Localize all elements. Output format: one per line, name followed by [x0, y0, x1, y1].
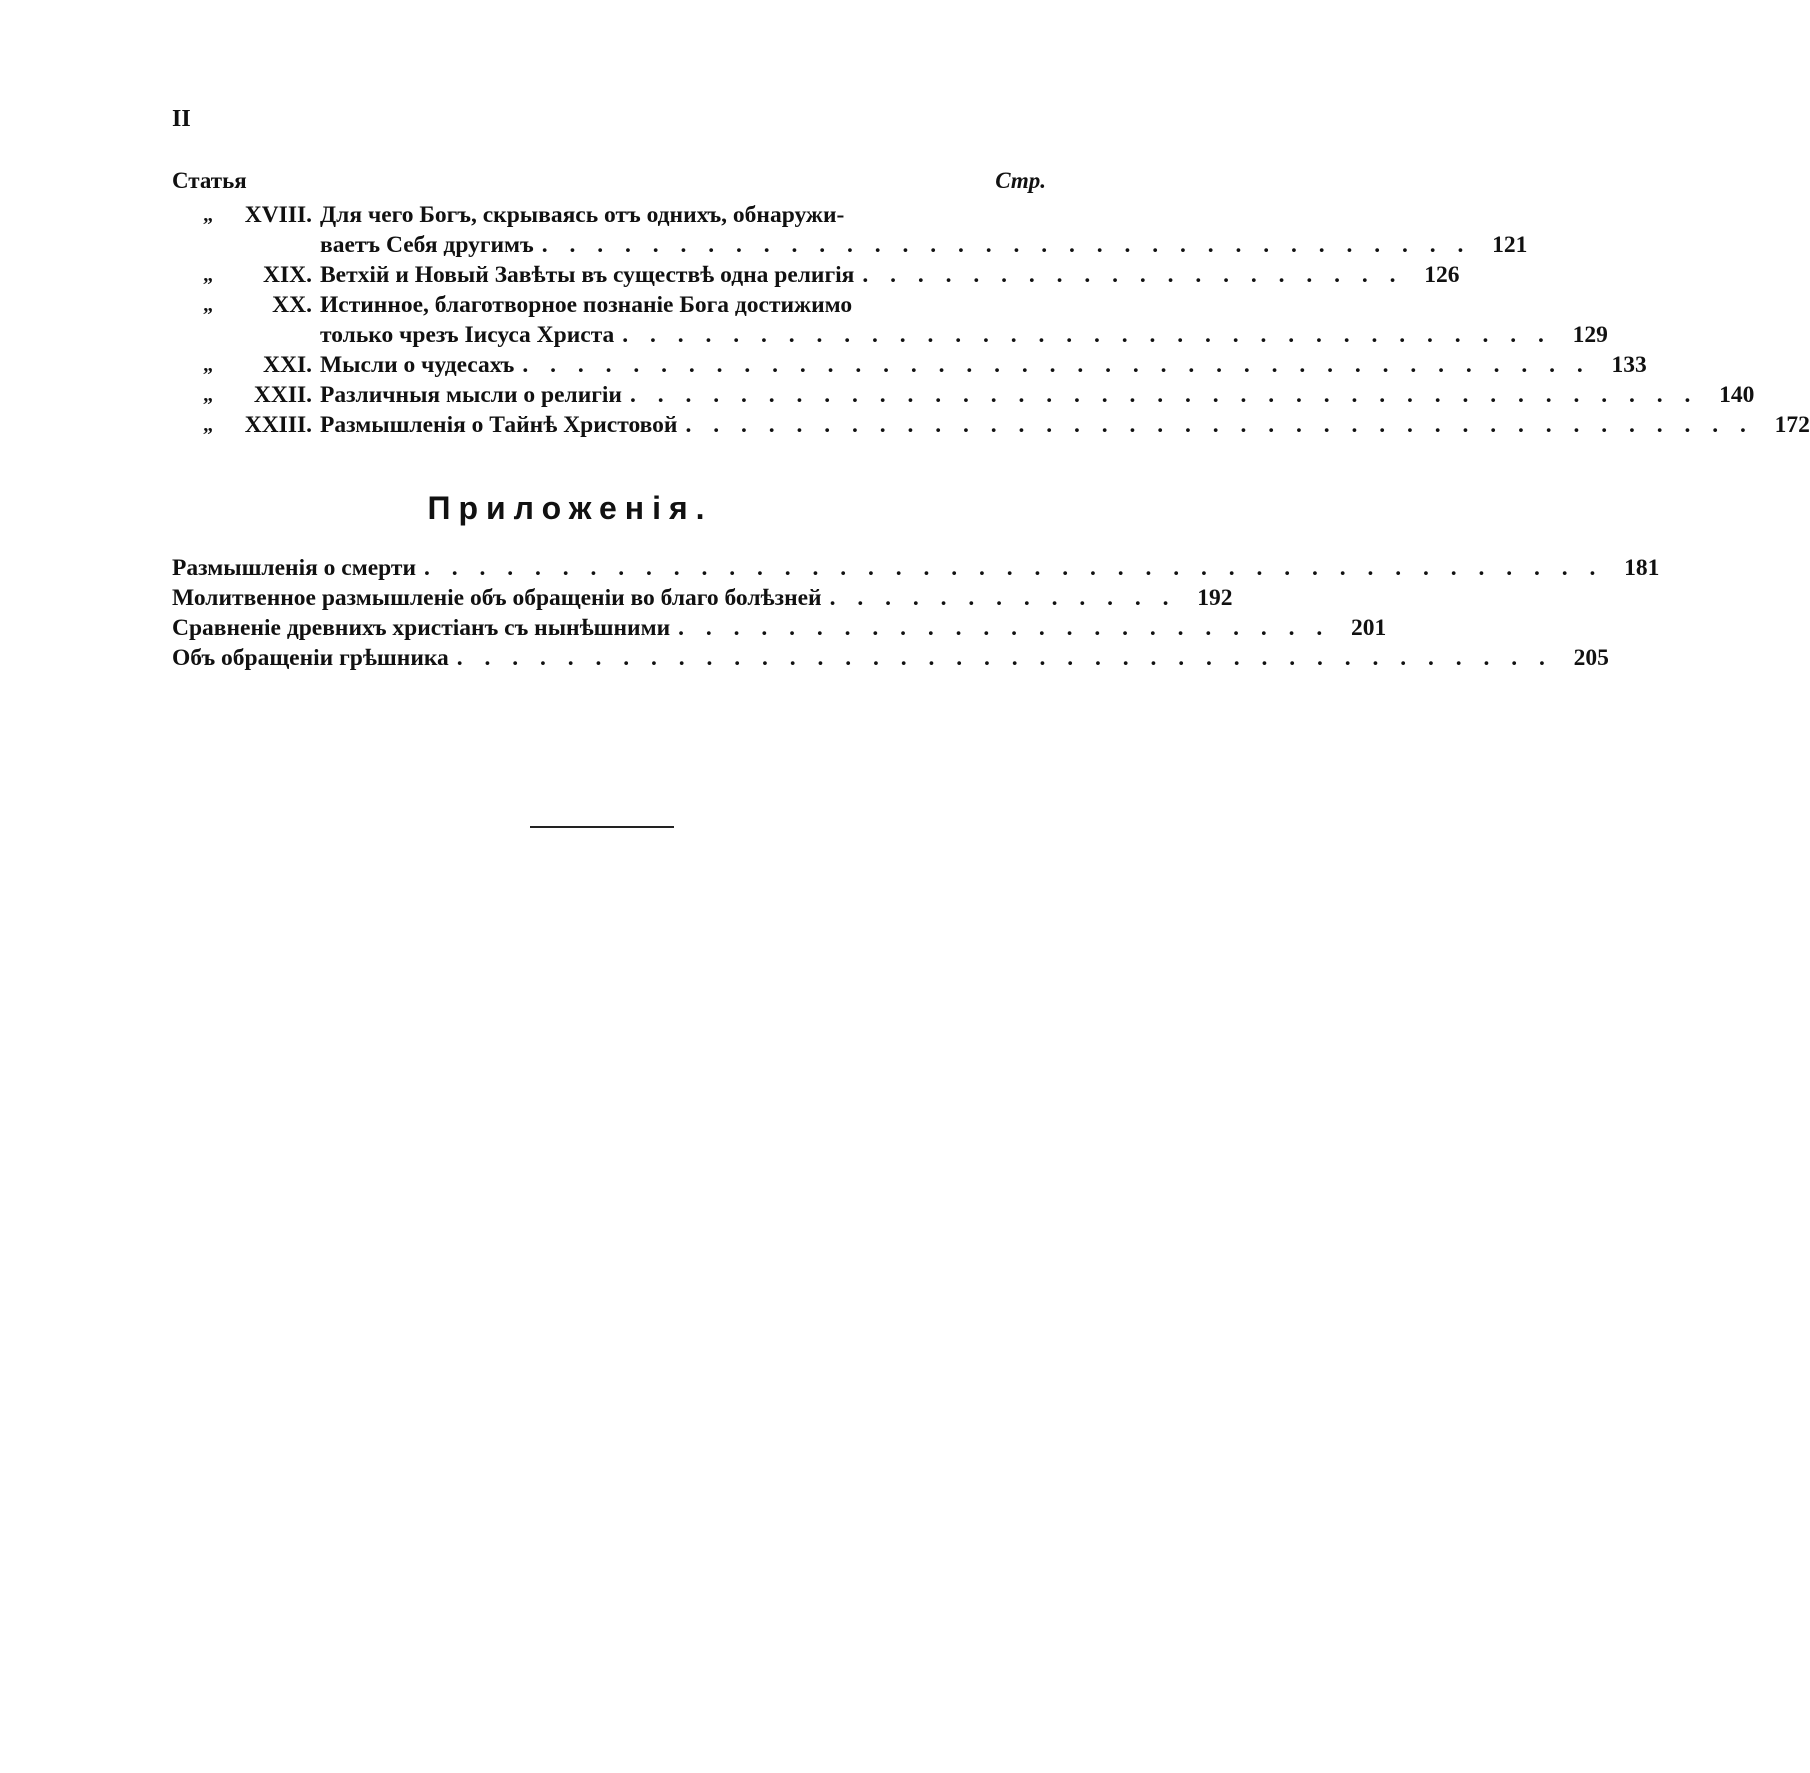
entry-title-line: Мысли о чудесахъ — [320, 352, 515, 378]
appendix-list — [172, 553, 1660, 673]
page-ref: 129 — [1572, 322, 1608, 348]
ditto-mark: „ — [203, 264, 213, 286]
page-ref: 205 — [1573, 645, 1609, 671]
page-ref: 126 — [1424, 262, 1460, 288]
appendix-entry — [172, 583, 1233, 613]
ditto-mark: „ — [203, 294, 213, 316]
dot-leader: . . . . . . . . . . . . . . . . . . . . . . . . . . . . . . . . . . — [622, 322, 1552, 348]
dot-leader: . . . . . . . . . . . . . . . . . . . . — [862, 262, 1404, 288]
dot-leader: . . . . . . . . . . . . . — [829, 585, 1177, 611]
appendix-entry — [172, 553, 1660, 583]
page-ref: 172 — [1774, 412, 1810, 438]
entry-title-line: Различныя мысли о религіи — [320, 382, 622, 408]
article-numeral: XIX. — [263, 262, 312, 288]
ditto-mark: „ — [203, 384, 213, 406]
dot-leader: . . . . . . . . . . . . . . . . . . . . . . . . . . . . . . . . . . . . . . . . . . . — [424, 555, 1604, 581]
page-column-label: Стр. — [995, 168, 1046, 193]
toc-entry — [172, 350, 1647, 380]
entry-title-line: Истинное, благотворное познаніе Бога достижимо — [320, 292, 853, 318]
toc-entry — [172, 260, 1460, 290]
dot-leader: . . . . . . . . . . . . . . . . . . . . . . . . . . . . . . . . . . . . . . . — [629, 382, 1699, 408]
article-numeral: XX. — [272, 292, 312, 318]
dot-leader: . . . . . . . . . . . . . . . . . . . . . . . . . . . . . . . . . . . . . . . . — [456, 645, 1553, 671]
appendix-entry-title: Молитвенное размышленіе объ обращеніи во благо болѣзней — [172, 585, 822, 611]
dot-leader: . . . . . . . . . . . . . . . . . . . . . . . . . . . . . . . . . . — [541, 232, 1472, 258]
article-numeral: XXIII. — [244, 412, 312, 438]
appendix-entry-title: Размышленія о смерти — [172, 555, 417, 581]
appendix-entry-title: Сравненіе древнихъ христіанъ съ нынѣшними — [172, 615, 671, 641]
page-ref: 140 — [1719, 382, 1755, 408]
closing-rule — [530, 826, 674, 828]
ditto-mark: „ — [203, 204, 213, 226]
appendix-entry-title: Объ обращеніи грѣшника — [172, 645, 449, 671]
article-numeral: XXII. — [253, 382, 312, 408]
entry-title-line: ваетъ Себя другимъ — [320, 232, 534, 258]
entry-title-line: Ветхій и Новый Завѣты въ существѣ одна религія — [320, 262, 855, 288]
dot-leader: . . . . . . . . . . . . . . . . . . . . . . . . — [678, 615, 1331, 641]
page-number: II — [172, 106, 191, 132]
appendix-heading: Приложенія. — [427, 490, 713, 526]
table-of-contents — [172, 168, 1810, 440]
dot-leader: . . . . . . . . . . . . . . . . . . . . . . . . . . . . . . . . . . . . . . . — [522, 352, 1591, 378]
toc-entry — [172, 380, 1755, 410]
page-ref: 133 — [1611, 352, 1647, 378]
article-numeral: XVIII. — [244, 202, 312, 228]
page-ref: 201 — [1351, 615, 1387, 641]
toc-entry — [172, 200, 1528, 260]
toc-entry — [172, 410, 1810, 440]
entry-title-line: только чрезъ Іисуса Христа — [320, 322, 615, 348]
appendix-entry — [172, 643, 1609, 673]
page-ref: 192 — [1197, 585, 1233, 611]
article-column-label: Статья — [172, 168, 247, 193]
article-numeral: XXI. — [263, 352, 312, 378]
dot-leader: . . . . . . . . . . . . . . . . . . . . . . . . . . . . . . . . . . . . . . . — [685, 412, 1754, 438]
page-ref: 121 — [1492, 232, 1528, 258]
toc-entry — [172, 290, 1608, 350]
toc-header — [172, 168, 1046, 194]
page-ref: 181 — [1624, 555, 1660, 581]
entry-title-line: Размышленія о Тайнѣ Христовой — [320, 412, 678, 438]
appendix-entry — [172, 613, 1387, 643]
ditto-mark: „ — [203, 414, 213, 436]
entry-title-line: Для чего Богъ, скрываясь отъ однихъ, обнаружи- — [320, 202, 845, 228]
ditto-mark: „ — [203, 354, 213, 376]
